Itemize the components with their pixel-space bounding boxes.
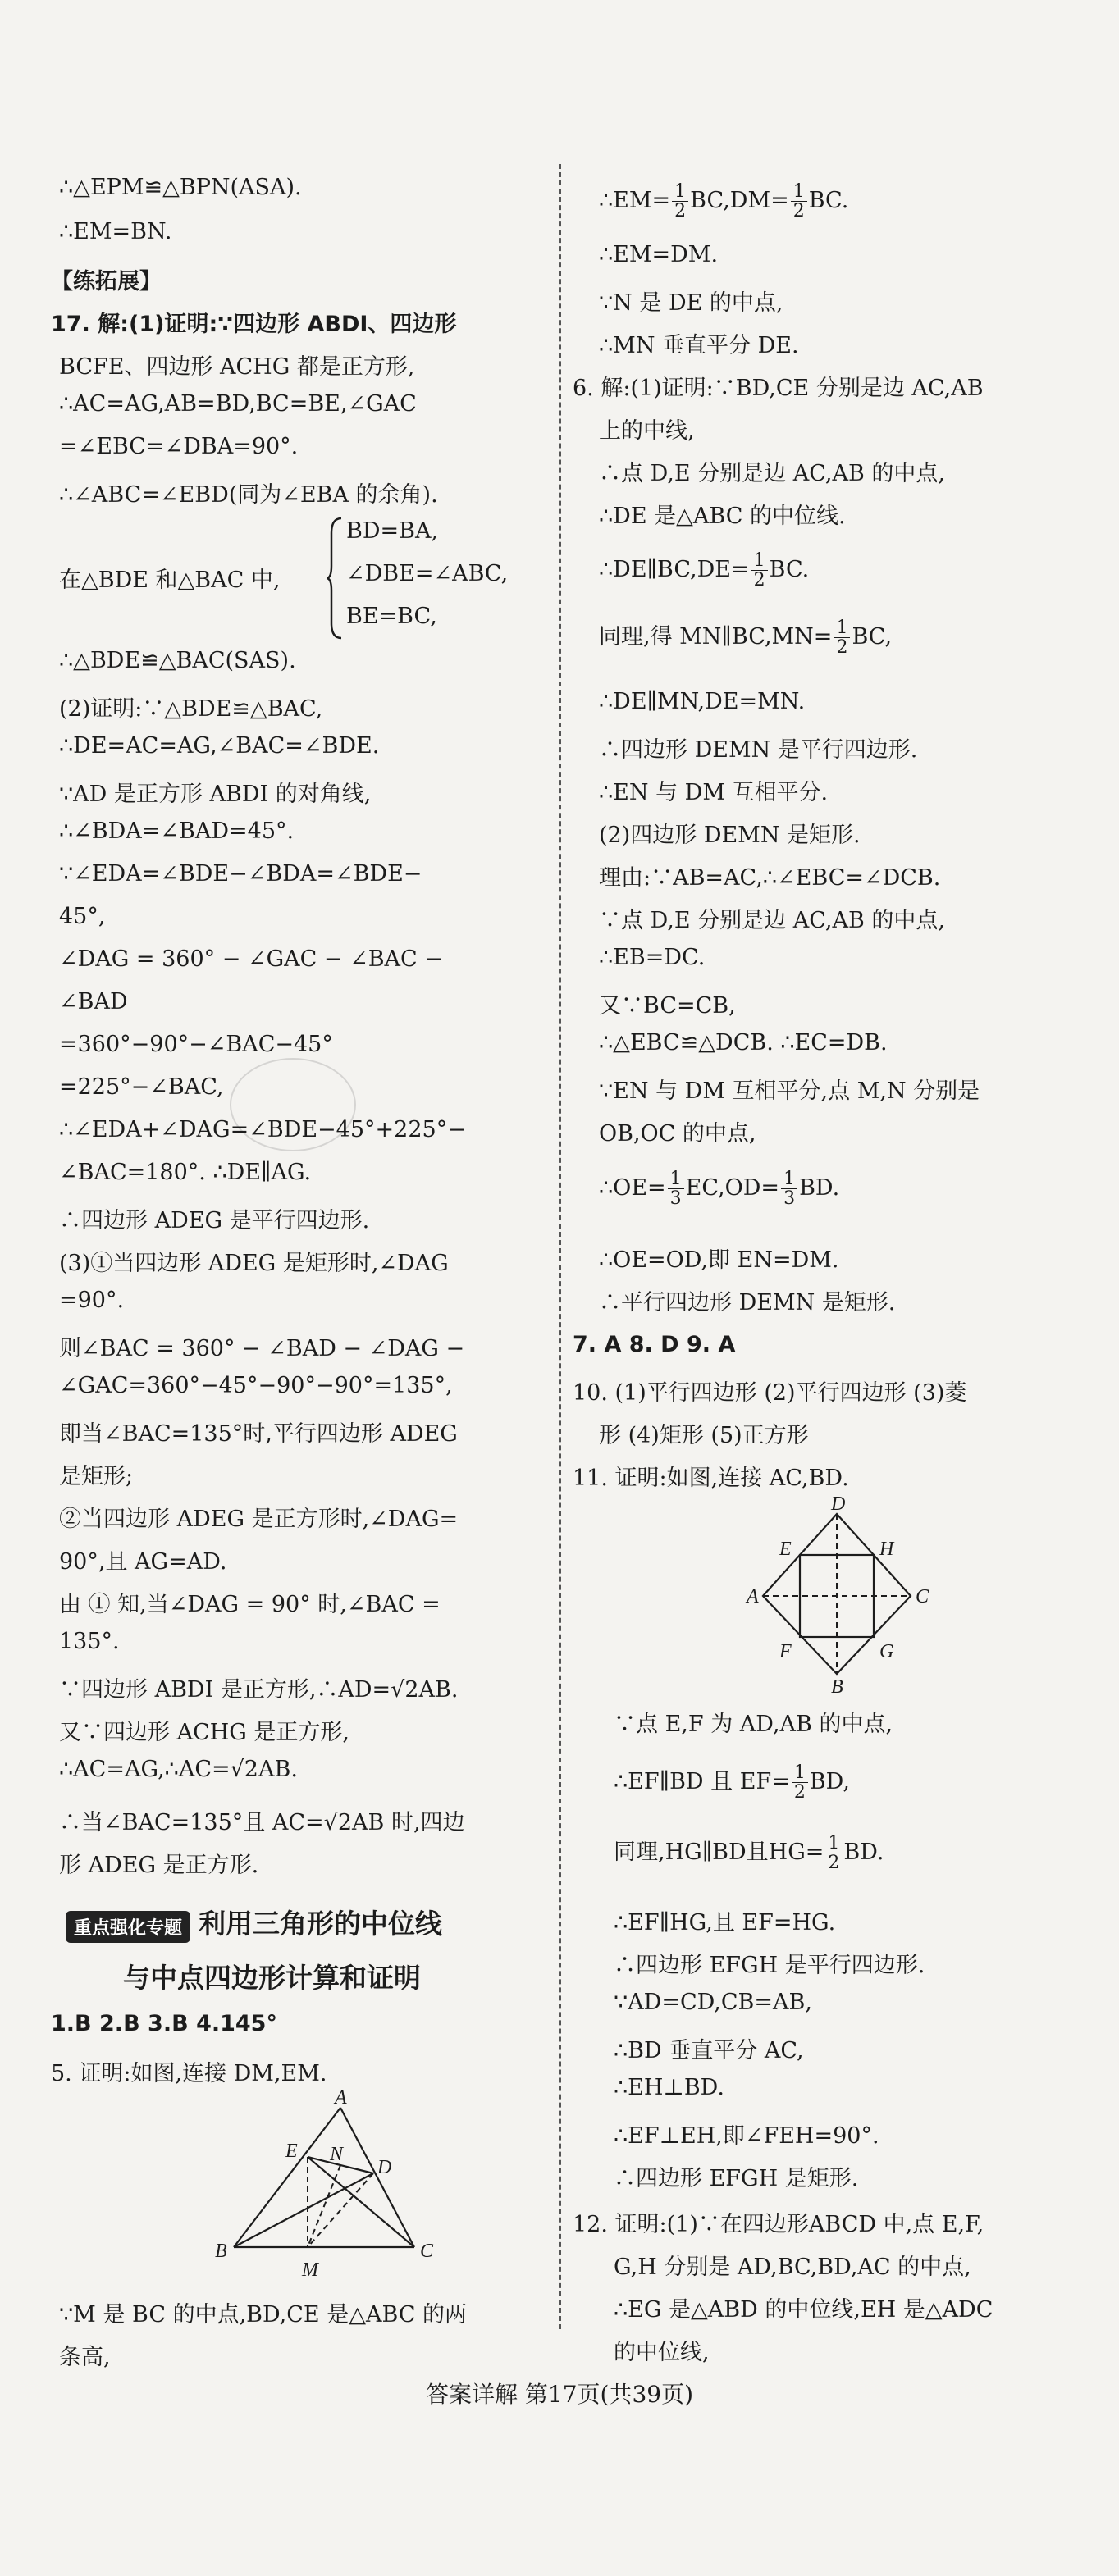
fraction: $\frac{1}{2}$ <box>672 182 688 221</box>
label-G: G <box>879 1641 894 1662</box>
text-line: ∴OE= $\frac{1}{3}$ EC,OD= $\frac{1}{3}$ BD. <box>599 1169 840 1210</box>
text-line: ∴EM=DM. <box>599 242 719 267</box>
text-line: ∠GAC=360°−45°−90°−90°=135°, <box>59 1373 453 1398</box>
text-line: ∴EM= $\frac{1}{2}$ BC,DM= $\frac{1}{2}$ BC. <box>599 181 849 222</box>
text-line: ∴四边形 EFGH 是矩形. <box>614 2166 859 2191</box>
text-line: ②当四边形 ADEG 是正方形时,∠DAG= <box>59 1507 459 1532</box>
text-line: ∴DE=AC=AG,∠BAC=∠BDE. <box>59 733 380 759</box>
answers-1-4: 1.B 2.B 3.B 4.145° <box>51 2011 277 2036</box>
label-B: B <box>831 1676 843 1698</box>
section-title-line2: 与中点四边形计算和证明 <box>123 1962 421 1994</box>
question-11: 11. 证明:如图,连接 AC,BD. <box>573 1466 849 1491</box>
label-A: A <box>747 1586 759 1607</box>
text-line: 形 (4)矩形 (5)正方形 <box>599 1423 809 1448</box>
label-H: H <box>879 1539 894 1560</box>
text-line: ∴AC=AG,AB=BD,BC=BE,∠GAC <box>59 391 417 417</box>
text-line: ∴BD 垂直平分 AC, <box>614 2038 804 2063</box>
section-title: 利用三角形的中位线 <box>199 1908 443 1940</box>
fraction: $\frac{1}{2}$ <box>791 182 807 221</box>
label-D: D <box>831 1493 846 1515</box>
text-line: =360°−90°−∠BAC−45° <box>59 1032 333 1057</box>
text-line: 同理,HG∥BD且HG= $\frac{1}{2}$ BD. <box>614 1833 884 1874</box>
label-B: B <box>215 2241 227 2262</box>
text-line: BE=BC, <box>346 604 437 629</box>
text-line: =90°. <box>59 1288 125 1313</box>
text-line: ∴∠BDA=∠BAD=45°. <box>59 818 295 844</box>
text-line: ∴平行四边形 DEMN 是矩形. <box>599 1290 896 1315</box>
text-line: ∴四边形 ADEG 是平行四边形. <box>59 1208 370 1233</box>
text-line: ∴EM=BN. <box>59 219 172 244</box>
text-line: ∴DE∥MN,DE=MN. <box>599 689 806 714</box>
fraction: $\frac{1}{3}$ <box>668 1169 684 1208</box>
text-line: ∴OE=OD,即 EN=DM. <box>599 1247 839 1273</box>
text-line: 又∵四边形 ACHG 是正方形, <box>59 1720 350 1745</box>
text-line: 90°,且 AG=AD. <box>59 1549 227 1575</box>
text-line: ∠DAG = 360° − ∠GAC − ∠BAC − <box>59 946 443 972</box>
text-line: ∴四边形 DEMN 是平行四边形. <box>599 737 918 763</box>
text-line: (3)①当四边形 ADEG 是矩形时,∠DAG <box>59 1251 449 1276</box>
text-line: ∴EB=DC. <box>599 945 706 970</box>
text-line: 理由:∵AB=AC,∴∠EBC=∠DCB. <box>599 865 941 891</box>
text-line: ∴△EPM≌△BPN(ASA). <box>59 175 302 200</box>
fraction: $\frac{1}{3}$ <box>781 1169 797 1208</box>
label-N: N <box>330 2144 344 2165</box>
label-E: E <box>285 2141 298 2162</box>
text-line: BD=BA, <box>346 518 439 544</box>
text-line: ∴MN 垂直平分 DE. <box>599 333 799 358</box>
label-M: M <box>302 2259 318 2281</box>
text-line: ∵EN 与 DM 互相平分,点 M,N 分别是 <box>599 1078 980 1104</box>
section-heading: 【练拓展】 <box>51 269 162 294</box>
column-divider <box>560 164 561 2329</box>
text-line: 17. 解:(1)证明:∵四边形 ABDI、四边形 <box>51 312 457 337</box>
text-line: ∴四边形 EFGH 是平行四边形. <box>614 1953 925 1978</box>
label-D: D <box>377 2157 392 2178</box>
text-line: (2)四边形 DEMN 是矩形. <box>599 823 861 848</box>
fraction: $\frac{1}{2}$ <box>834 618 850 657</box>
text-line: 同理,得 MN∥BC,MN= $\frac{1}{2}$ BC, <box>599 618 893 659</box>
text-line: 在△BDE 和△BAC 中, <box>59 568 281 593</box>
text-line: ∴点 D,E 分别是边 AC,AB 的中点, <box>599 461 946 486</box>
text-line: ∵AD 是正方形 ABDI 的对角线, <box>59 782 372 807</box>
question-12: 12. 证明:(1)∵在四边形ABCD 中,点 E,F, <box>573 2212 984 2237</box>
text-line: 条高, <box>59 2345 111 2370</box>
text-line: ∴DE 是△ABC 的中位线. <box>599 504 846 529</box>
text-line: =225°−∠BAC, <box>59 1074 224 1100</box>
text-line: BCFE、四边形 ACHG 都是正方形, <box>59 354 415 380</box>
question-10: 10. (1)平行四边形 (2)平行四边形 (3)菱 <box>573 1380 967 1406</box>
text-line: OB,OC 的中点, <box>599 1121 756 1147</box>
text-line: (2)证明:∵△BDE≌△BAC, <box>59 696 323 722</box>
text-line: ∵点 D,E 分别是边 AC,AB 的中点, <box>599 908 946 933</box>
text-line: 又∵BC=CB, <box>599 993 736 1019</box>
text-line: ∴EH⊥BD. <box>614 2075 724 2100</box>
text-line: ∠BAC=180°. ∴DE∥AG. <box>59 1160 312 1185</box>
text-line: 则∠BAC = 360° − ∠BAD − ∠DAG − <box>59 1336 465 1361</box>
text-line: ∴EF∥HG,且 EF=HG. <box>614 1910 836 1935</box>
label-E: E <box>779 1539 792 1560</box>
text-line: ∠DBE=∠ABC, <box>346 561 509 586</box>
label-F: F <box>779 1641 792 1662</box>
text-line: ∴△BDE≌△BAC(SAS). <box>59 648 296 673</box>
question-17 <box>51 306 456 338</box>
text-line: 135°. <box>59 1629 120 1654</box>
text-line: 上的中线, <box>599 418 695 444</box>
text-line: ∵点 E,F 为 AD,AB 的中点, <box>614 1712 893 1737</box>
text-line: ∵四边形 ABDI 是正方形,∴AD=√2AB. <box>59 1677 459 1703</box>
figure-5-triangle <box>205 2087 451 2288</box>
text-line: ∠BAD <box>59 989 128 1014</box>
text-line: 即当∠BAC=135°时,平行四边形 ADEG <box>59 1421 458 1447</box>
text-line: ∴AC=AG,∴AC=√2AB. <box>59 1757 298 1782</box>
text-line: 的中位线, <box>614 2340 710 2365</box>
label-C: C <box>420 2241 434 2262</box>
answers-7-9: 7. A 8. D 9. A <box>573 1332 736 1357</box>
text-line: ∴△EBC≌△DCB. ∴EC=DB. <box>599 1030 888 1055</box>
text-line: ∴EF∥BD 且 EF= $\frac{1}{2}$ BD, <box>614 1762 850 1803</box>
section-tag: 重点强化专题 <box>66 1911 190 1943</box>
figure-11-rhombus <box>747 1493 929 1698</box>
brace-icon <box>327 517 343 640</box>
text-line: ∴EF⊥EH,即∠FEH=90°. <box>614 2123 879 2149</box>
page-footer: 答案详解 第17页(共39页) <box>425 2381 693 2408</box>
text-line: ∵N 是 DE 的中点, <box>599 290 783 316</box>
label-A: A <box>335 2087 347 2109</box>
fraction: $\frac{1}{2}$ <box>792 1763 808 1802</box>
question-6: 6. 解:(1)证明:∵BD,CE 分别是边 AC,AB <box>573 376 984 401</box>
text-line: 45°, <box>59 904 106 929</box>
question-5: 5. 证明:如图,连接 DM,EM. <box>51 2061 327 2086</box>
section-banner <box>66 1903 442 1943</box>
text-line: 由 ① 知,当∠DAG = 90° 时,∠BAC = <box>59 1592 441 1617</box>
text-line: 形 ADEG 是正方形. <box>59 1853 259 1878</box>
text-line: ∴∠EDA+∠DAG=∠BDE−45°+225°− <box>59 1117 466 1142</box>
fraction: $\frac{1}{2}$ <box>751 551 768 590</box>
text-line: ∵∠EDA=∠BDE−∠BDA=∠BDE− <box>59 861 422 887</box>
fraction: $\frac{1}{2}$ <box>825 1834 842 1872</box>
text-line: ∴DE∥BC,DE= $\frac{1}{2}$ BC. <box>599 550 810 591</box>
text-line: ∵M 是 BC 的中点,BD,CE 是△ABC 的两 <box>59 2302 468 2328</box>
text-line: =∠EBC=∠DBA=90°. <box>59 434 299 459</box>
text-line: 是矩形; <box>59 1464 134 1489</box>
text-line: ∴EN 与 DM 互相平分. <box>599 780 829 805</box>
label-C: C <box>916 1586 929 1607</box>
text-line: ∴当∠BAC=135°且 AC=√2AB 时,四边 <box>59 1810 465 1835</box>
text-line: G,H 分别是 AD,BC,BD,AC 的中点, <box>614 2255 971 2280</box>
text-line: ∴∠ABC=∠EBD(同为∠EBA 的余角). <box>59 482 438 508</box>
text-line: ∵AD=CD,CB=AB, <box>614 1990 812 2015</box>
text-line: ∴EG 是△ABD 的中位线,EH 是△ADC <box>614 2297 993 2323</box>
